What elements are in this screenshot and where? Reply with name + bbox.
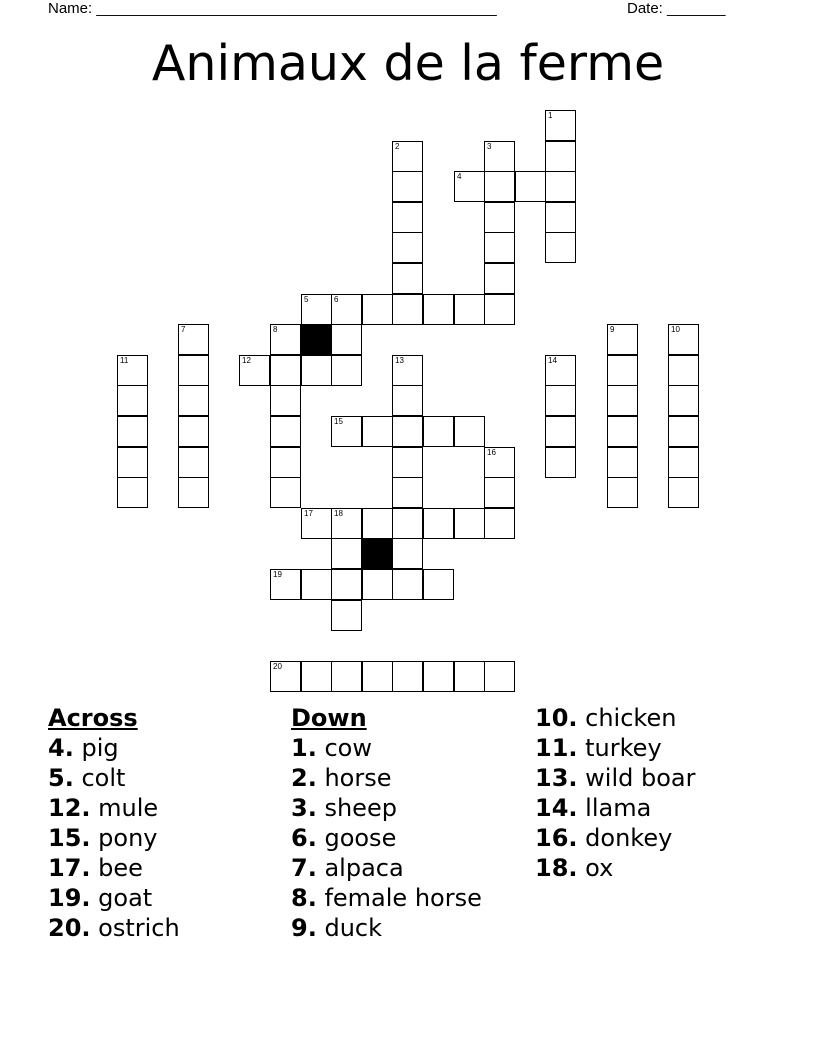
crossword-cell[interactable] [668,324,699,355]
crossword-cell[interactable] [668,477,699,508]
down-clues [291,703,482,943]
crossword-cell[interactable] [454,508,485,539]
clue-text: turkey [577,734,662,762]
crossword-cell[interactable] [392,232,423,263]
down-clue [291,823,482,853]
crossword-cell[interactable] [484,171,515,202]
down-clue [291,793,482,823]
clue-number-label: 16 [487,448,496,457]
crossword-cell[interactable] [331,569,362,600]
down-clue-list-continued [535,703,695,883]
crossword-cell[interactable] [545,416,576,447]
across-clue [48,733,180,763]
crossword-cell[interactable] [392,355,423,386]
crossword-cell[interactable] [668,385,699,416]
crossword-cell[interactable] [484,263,515,294]
crossword-cell[interactable] [484,508,515,539]
clue-number: 7. [291,854,317,882]
crossword-cell[interactable] [392,538,423,569]
crossword-cell[interactable] [545,232,576,263]
crossword-cell[interactable] [392,447,423,478]
crossword-cell[interactable] [392,416,423,447]
crossword-cell[interactable] [270,416,301,447]
clue-number-label: 6 [334,295,339,304]
clue-text: colt [73,764,126,792]
clue-number: 10. [535,704,578,732]
crossword-cell[interactable] [454,294,485,325]
crossword-cell[interactable] [392,477,423,508]
crossword-cell[interactable] [301,661,332,692]
crossword-cell[interactable] [270,355,301,386]
crossword-cell[interactable] [484,447,515,478]
across-clue [48,883,180,913]
clue-number-label: 19 [273,570,282,579]
crossword-cell[interactable] [545,141,576,172]
crossword-cell[interactable] [331,538,362,569]
crossword-cell[interactable] [607,355,638,386]
clue-text: llama [577,794,652,822]
down-clue [535,763,695,793]
crossword-cell[interactable] [607,447,638,478]
crossword-cell[interactable] [545,110,576,141]
crossword-cell[interactable] [331,324,362,355]
crossword-cell[interactable] [484,477,515,508]
clue-number: 11. [535,734,578,762]
clue-text: duck [316,914,382,942]
across-clue-list [48,733,180,943]
clue-text: bee [90,854,143,882]
clue-text: ox [577,854,614,882]
crossword-cell[interactable] [270,385,301,416]
clue-number-label: 4 [457,172,462,181]
crossword-cell[interactable] [270,569,301,600]
crossword-cell[interactable] [301,569,332,600]
crossword-cell[interactable] [270,447,301,478]
across-heading: Across [48,704,138,732]
clue-text: ostrich [90,914,180,942]
crossword-cell[interactable] [392,385,423,416]
down-clue [291,853,482,883]
down-heading: Down [291,704,367,732]
clue-number-label: 12 [242,356,251,365]
down-clue-list [291,733,482,943]
clue-number: 12. [48,794,91,822]
name-field-label[interactable]: Name: ________________________________________________ [48,0,497,17]
crossword-cell[interactable] [423,508,454,539]
clue-text: horse [316,764,392,792]
clue-number-label: 14 [548,356,557,365]
page-title: Animaux de la ferme [151,35,665,92]
clue-text: female horse [316,884,482,912]
crossword-cell[interactable] [392,661,423,692]
crossword-cell[interactable] [331,600,362,631]
crossword-cell[interactable] [668,447,699,478]
crossword-cell[interactable] [331,416,362,447]
date-field-label[interactable]: Date: _______ [627,0,726,17]
crossword-cell[interactable] [454,416,485,447]
down-clue [291,733,482,763]
crossword-cell[interactable] [270,324,301,355]
crossword-cell[interactable] [607,385,638,416]
crossword-cell[interactable] [117,416,148,447]
clue-text: wild boar [577,764,696,792]
clue-number: 5. [48,764,74,792]
down-clue [535,853,695,883]
clue-number-label: 7 [181,325,186,334]
clue-number-label: 15 [334,417,343,426]
clue-text: sheep [316,794,397,822]
clue-number: 6. [291,824,317,852]
clue-number: 3. [291,794,317,822]
clue-number: 17. [48,854,91,882]
down-clue [535,823,695,853]
down-clue [291,883,482,913]
clue-text: pig [73,734,119,762]
crossword-cell[interactable] [178,477,209,508]
crossword-cell[interactable] [515,171,546,202]
crossword-cell[interactable] [545,385,576,416]
clue-number-label: 11 [120,356,129,365]
crossword-cell[interactable] [545,355,576,386]
crossword-cell[interactable] [607,477,638,508]
crossword-cell[interactable] [178,355,209,386]
clue-number: 15. [48,824,91,852]
clue-number-label: 3 [487,142,492,151]
across-clue [48,913,180,943]
crossword-cell[interactable] [454,171,485,202]
clue-number: 8. [291,884,317,912]
clue-text: goat [90,884,153,912]
crossword-cell[interactable] [178,447,209,478]
crossword-cell[interactable] [392,263,423,294]
crossword-cell[interactable] [545,202,576,233]
crossword-cell[interactable] [668,355,699,386]
across-clue [48,853,180,883]
crossword-cell[interactable] [362,569,393,600]
crossword-cell[interactable] [484,661,515,692]
clue-number: 20. [48,914,91,942]
crossword-cell[interactable] [484,232,515,263]
clue-number: 4. [48,734,74,762]
crossword-cell[interactable] [668,416,699,447]
crossword-cell[interactable] [423,661,454,692]
crossword-cell[interactable] [423,416,454,447]
clue-number: 13. [535,764,578,792]
clue-number-label: 9 [610,325,615,334]
clue-text: chicken [577,704,677,732]
crossword-cell[interactable] [117,447,148,478]
down-clue [535,703,695,733]
crossword-cell[interactable] [392,141,423,172]
crossword-cell[interactable] [331,294,362,325]
crossword-cell[interactable] [117,385,148,416]
clue-number: 1. [291,734,317,762]
crossword-cell[interactable] [239,355,270,386]
clue-number-label: 2 [395,142,400,151]
crossword-cell[interactable] [423,569,454,600]
clue-text: pony [90,824,158,852]
clue-number-label: 17 [304,509,313,518]
crossword-cell[interactable] [178,416,209,447]
crossword-cell[interactable] [484,141,515,172]
crossword-cell[interactable] [545,447,576,478]
down-clue [291,763,482,793]
crossword-cell[interactable] [117,477,148,508]
crossword-cell[interactable] [392,569,423,600]
across-clue [48,793,180,823]
crossword-cell[interactable] [270,477,301,508]
across-clue [48,823,180,853]
crossword-cell[interactable] [117,355,148,386]
clue-number-label: 1 [548,111,553,120]
crossword-cell[interactable] [178,324,209,355]
down-clue [535,793,695,823]
across-clues [48,703,180,943]
clue-number: 16. [535,824,578,852]
clue-text: cow [316,734,372,762]
crossword-cell[interactable] [454,661,485,692]
clue-number-label: 18 [334,509,343,518]
crossword-cell[interactable] [301,508,332,539]
crossword-cell[interactable] [484,294,515,325]
clue-number-label: 5 [304,295,309,304]
crossword-cell[interactable] [607,416,638,447]
crossword-cell[interactable] [607,324,638,355]
clue-number: 9. [291,914,317,942]
crossword-black-cell [301,324,332,355]
clue-text: mule [90,794,159,822]
down-clues-continued [535,703,695,883]
clue-number: 14. [535,794,578,822]
clue-number-label: 13 [395,356,404,365]
crossword-cell[interactable] [545,171,576,202]
crossword-cell[interactable] [301,294,332,325]
crossword-cell[interactable] [392,171,423,202]
clue-number: 18. [535,854,578,882]
clue-number-label: 10 [671,325,680,334]
clue-number-label: 20 [273,662,282,671]
crossword-cell[interactable] [362,661,393,692]
crossword-black-cell [362,538,393,569]
clue-text: goose [316,824,397,852]
crossword-cell[interactable] [392,508,423,539]
crossword-cell[interactable] [178,385,209,416]
crossword-cell[interactable] [331,355,362,386]
across-clue [48,763,180,793]
crossword-cell[interactable] [331,661,362,692]
down-clue [535,733,695,763]
crossword-cell[interactable] [484,202,515,233]
clue-number: 19. [48,884,91,912]
crossword-cell[interactable] [362,508,393,539]
down-clue [291,913,482,943]
clue-text: alpaca [316,854,404,882]
crossword-cell[interactable] [423,294,454,325]
clue-number: 2. [291,764,317,792]
crossword-cell[interactable] [362,294,393,325]
clue-text: donkey [577,824,673,852]
crossword-cell[interactable] [362,416,393,447]
crossword-cell[interactable] [270,661,301,692]
crossword-cell[interactable] [331,508,362,539]
crossword-cell[interactable] [392,202,423,233]
crossword-cell[interactable] [301,355,332,386]
clue-number-label: 8 [273,325,278,334]
crossword-cell[interactable] [392,294,423,325]
